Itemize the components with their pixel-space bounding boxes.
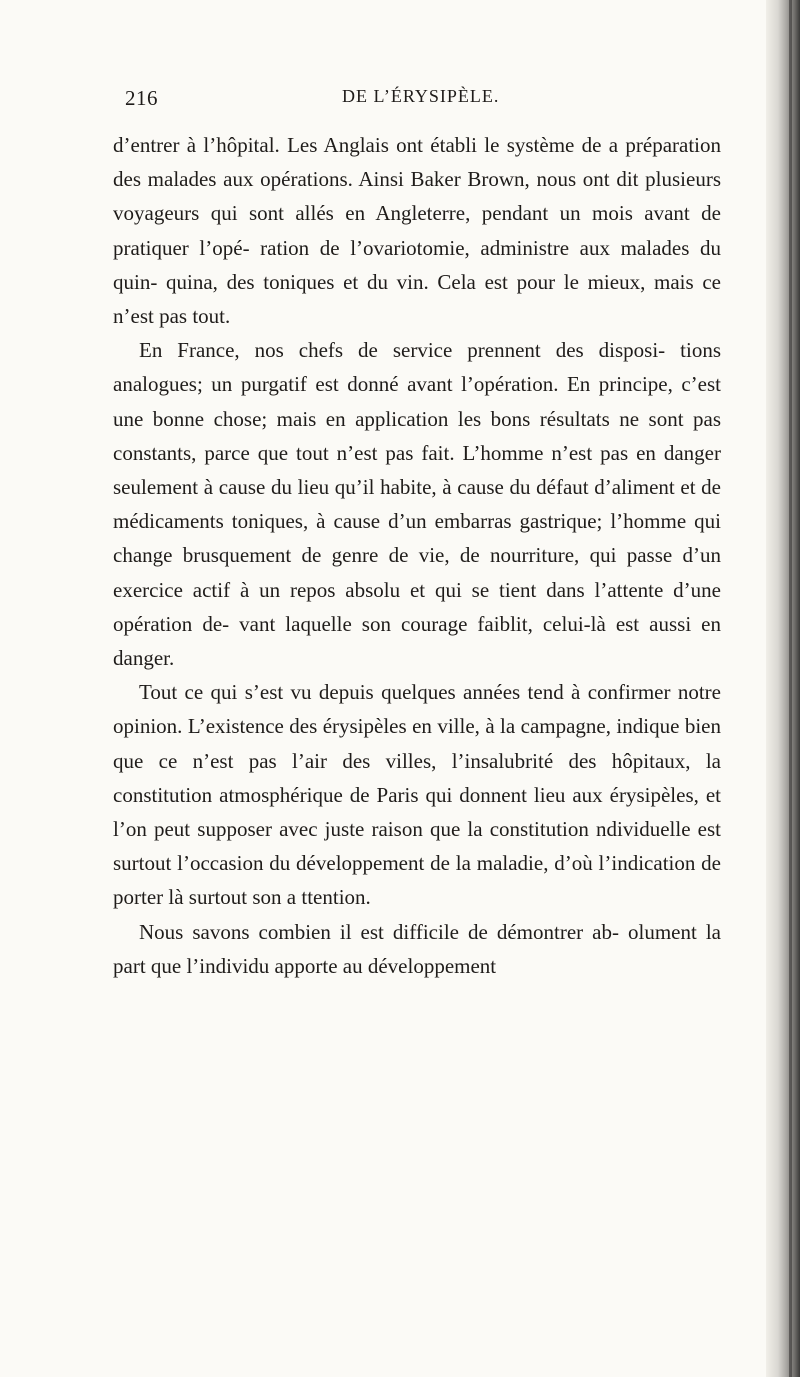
body-text	[113, 128, 721, 983]
page-header	[125, 86, 715, 120]
paragraph: d’entrer à l’hôpital. Les Anglais ont établi le système de a préparation des malades aux opérations. Ainsi Baker Brown, nous ont dit plusieurs voyageurs qui sont allés en Angleterre, pendant un mois avant de pratiquer l’opé- ration de l’ovariotomie, administre aux malades du quin- quina, des toniques et du vin. Cela est pour le mieux, mais ce n’est pas tout.	[113, 133, 721, 329]
paragraph: Tout ce qui s’est vu depuis quelques années tend à confirmer notre opinion. L’existence des érysipèles en ville, à la campagne, indique bien que ce n’est pas l’air des villes, l’insalubrité des hôpitaux, la constitution atmosphérique de Paris qui donnent lieu aux érysipèles, et l’on peut supposer avec juste raison que la constitution ndividuelle est surtout l’occasion du développement de la maladie, d’où l’indication de porter là surtout son a ttention.	[113, 680, 721, 910]
page-number: 216	[125, 86, 158, 110]
page-edge-shadow	[766, 0, 800, 1377]
paragraph: Nous savons combien il est difficile de démontrer ab- olument la part que l’individu apporte au développement	[113, 919, 721, 978]
page-edge-line	[789, 0, 792, 1377]
running-head: DE L’ÉRYSIPÈLE.	[342, 86, 500, 106]
paragraph: En France, nos chefs de service prennent des disposi- tions analogues; un purgatif est donné avant l’opération. En principe, c’est une bonne chose; mais en application les bons résultats ne sont pas constants, parce que tout n’est pas fait. L’homme n’est pas en danger seulement à cause du lieu qu’il habite, à cause du défaut d’aliment et de médicaments toniques, à cause d’un embarras gastrique; l’homme qui change brusquement de genre de vie, de nourriture, qui passe d’un exercice actif à un repos absolu et qui se tient dans l’attente d’une opération de- vant laquelle son courage faiblit, celui-là est aussi en danger.	[113, 338, 721, 671]
